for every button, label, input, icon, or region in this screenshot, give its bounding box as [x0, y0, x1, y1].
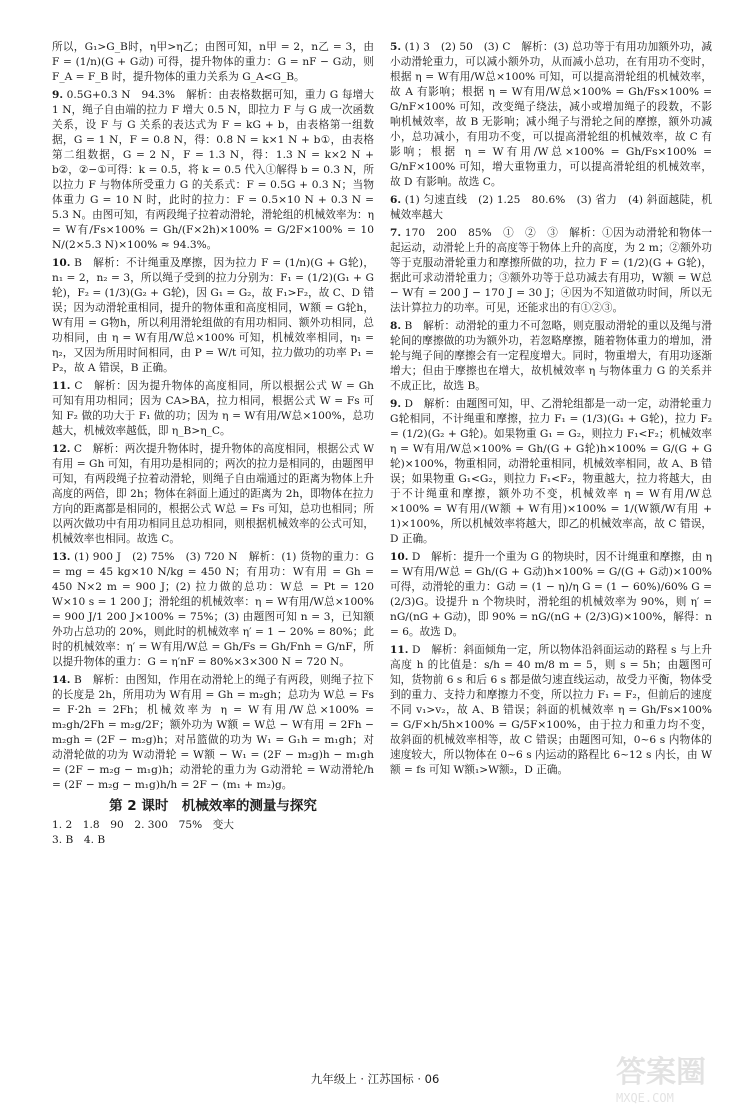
- answer-entry: [52, 88, 374, 253]
- answer-entry: [52, 256, 374, 376]
- entry-number: 11.: [390, 644, 409, 656]
- answer-entry: [52, 673, 374, 793]
- answer-entry: [390, 550, 712, 640]
- entry-text: B 解析：动滑轮的重力不可忽略，则克服动滑轮的重以及绳与滑轮间的摩擦做的功为额外功，若忽略摩擦，随着物体重力的增加，滑轮与绳子间的摩擦会有一定程度增大。同时，物重增大，有用功逐渐增大；但由于摩擦也在增大，故机械效率 η 与物体重力 G 的关系并不成正比，故选 B。: [390, 320, 712, 392]
- entry-text: C 解析：因为提升物体的高度相同，所以根据公式 W = Gh 可知有用功相同；因为 CA>BA，拉力相同，根据公式 W = Fs 可知 F₂ 做的功大于 F₁ 做的功；因为 η = W有用/W总×100%，总功越大，机械效率越低，即 η_B>η_C。: [52, 380, 374, 437]
- entry-text: (1) 匀速直线 (2) 1.25 80.6% (3) 省力 (4) 斜面越陡，机械效率越大: [390, 194, 712, 221]
- entry-number: 6.: [390, 194, 402, 206]
- answer-entry: [52, 40, 374, 85]
- answer-entry: [390, 643, 712, 778]
- entry-text: C 解析：两次提升物体时，提升物体的高度相同，根据公式 W有用 = Gh 可知，有用功是相同的；两次的拉力是相同的，由题图甲可知，有两段绳子拉着动滑轮，则绳子自由端通过的距离为物体上升高度的两倍，即 2h；物体在斜面上通过的距离为 2h，即物体在拉力方向的距离都是相同的，根据公式 W总 = Fs 可知，总功也相同；所以两次做功中有用功相同且总功相同，则根据机械效率的公式可知，机械效率也相同。故选 C。: [52, 443, 374, 545]
- answer-entry: [390, 40, 712, 190]
- watermark-url: MXQE.COM: [616, 1091, 674, 1105]
- entry-text: (1) 3 (2) 50 (3) C 解析：(3) 总功等于有用功加额外功，减小动滑轮重力，可以减小额外功，从而减小总功，在有用功不变时，根据 η = W有用/W总×100% 可知，可以提高滑轮组的机械效率，故 A 有影响；根据 η = W有用/W总×100% = Gh/Fs×100% = G/nF×100% 可知，改变绳子绕法，减小或增加绳子的段数，不影响机械效率，故 B 无影响；减小绳子与滑轮之间的摩擦，额外功减小，总功减小，有用功不变，可以提高滑轮组的机械效率，故 C 有影响；根据 η = W有用/W总×100% = Gh/Fs×100% = G/nF×100% 可知，增大重物重力，可以提高滑轮组的机械效率，故 D 有影响。故选 C。: [390, 41, 712, 188]
- entry-number: 9.: [390, 398, 402, 410]
- entry-number: 13.: [52, 551, 71, 563]
- entry-text: 0.5G+0.3 N 94.3% 解析：由表格数据可知，重力 G 每增大 1 N，绳子自由端的拉力 F 增大 0.5 N，即拉力 F 与 G 成一次函数关系，设 F 与 G 关系的表达式为 F = kG + b，由表格第一组数据，G = 1 N，F = 0.8 N，得：0.8 N = k×1 N + b①，由表格第二组数据，G = 2 N，F = 1.3 N，得：1.3 N = k×2 N + b②，②−①可得：k = 0.5，将 k = 0.5 代入①解得 b = 0.3 N，所以拉力 F 与物体所受重力 G 的关系式：F = 0.5G + 0.3 N；当物体重力 G = 10 N 时，此时的拉力：F = 0.5×10 N + 0.3 N = 5.3 N。由图可知，有两段绳子拉着动滑轮，滑轮组的机械效率为：η = W有/Fs×100% = Gh/(F×2h)×100% = G/2F×100% = 10 N/(2×5.3 N)×100% ≈ 94.3%。: [52, 89, 374, 251]
- answer-entry: [390, 397, 712, 547]
- entry-text: B 解析：不计绳重及摩擦，因为拉力 F = (1/n)(G + G轮)，n₁ = 2，n₂ = 3，所以绳子受到的拉力分别为：F₁ = (1/2)(G₁ + G轮)，F₂ = (1/3)(G₂ + G轮)，因 G₁ = G₂，故 F₁>F₂，故 C、D 错误；因为动滑轮重相同，提升的物体重和高度相同，W额 = G轮h，W有用 = G物h，所以利用滑轮组做的有用功相同、额外功相同，总功相同，由 η = W有用/W总×100% 可知，机械效率相同，η₁ = η₂，又因为所用时间相同，由 P = W/t 可知，拉力做功的功率 P₁ = P₂，故 A 错误，B 正确。: [52, 257, 374, 374]
- entry-text: 所以，G₁>G_B时，η甲>η乙；由图可知，n甲 = 2，n乙 = 3，由 F = (1/n)(G + G动) 可得，提升物体的重力：G = nF − G动，则 F_A = F_B 时，提升物体的重力关系为 G_A<G_B。: [52, 41, 374, 83]
- entry-text: 170 200 85% ① ② ③ 解析：①因为动滑轮和物体一起运动，动滑轮上升的高度等于物体上升的高度，为 2 m；②额外功等于克服动滑轮重力和摩擦所做的功，拉力 F = (1/2)(G + G轮)，据此可求动滑轮重力；③额外功等于总功减去有用功，W额 = W总 − W有 = 200 J − 170 J = 30 J；④因为不知道做功时间，所以无法计算拉力的功率。可见，还能求出的有①②③。: [390, 227, 712, 314]
- entry-text: D 解析：斜面倾角一定，所以物体沿斜面运动的路程 s 与上升高度 h 的比值是：s/h = 40 m/8 m = 5，则 s = 5h；由题图可知，货物前 6 s 和后 6 s 都是做匀速直线运动，故受力平衡，物体受到的重力、支持力和摩擦力不变，所以拉力 F₁ = F₂，但前后的速度不同 v₁>v₂，故 A、B 错误；斜面的机械效率 η = Gh/Fs×100% = G/F×h/5h×100% = G/5F×100%，由于拉力和重力均不变，故斜面的机械效率相等，故 C 错误；由题图可知，0~6 s 内物体的速度较大，所以物体在 0~6 s 内运动的路程比 6~12 s 内长，由 W额 = fs 可知 W额₁>W额₂，D 正确。: [390, 644, 712, 776]
- entry-number: 12.: [52, 443, 71, 455]
- entry-number: 11.: [52, 380, 71, 392]
- entry-text: (1) 900 J (2) 75% (3) 720 N 解析：(1) 货物的重力：G = mg = 45 kg×10 N/kg = 450 N；有用功：W有用 = Gh = 450 N×2 m = 900 J；(2) 拉力做的总功：W总 = Pt = 120 W×10 s = 1 200 J；滑轮组的机械效率：η = W有用/W总×100% = 900 J/1 200 J×100% = 75%；(3) 由题图可知 n = 3，已知额外功占总功的 20%，则此时的机械效率 η′ = 1 − 20% = 80%；此时的机械效率：η′ = W有用/W总 = Gh/Fs = Gh/Fnh = G/nF，所以提升物体的重力：G = η′nF = 80%×3×300 N = 720 N。: [52, 551, 374, 668]
- entry-text: D 解析：由题图可知，甲、乙滑轮组都是一动一定，动滑轮重力 G轮相同，不计绳重和摩擦，拉力 F₁ = (1/3)(G₁ + G轮)，拉力 F₂ = (1/2)(G₂ + G轮)。如果物重 G₁ = G₂，则拉力 F₁<F₂；机械效率 η = W有用/W总×100% = Gh/(G + G轮)h×100% = G/(G + G轮)×100%，物重相同，动滑轮重相同，机械效率相同，故 A、B 错误；如果物重 G₁<G₂，则拉力 F₁<F₂，物重越大，拉力将越大，由于不计绳重和摩擦，额外功不变，机械效率 η = W有用/W总×100% = W有用/(W额 + W有用)×100% = 1/(W额/W有用 + 1)×100%，所以机械效率将越大，即乙的机械效率高，故 C 错误，D 正确。: [390, 398, 712, 545]
- entry-number: 10.: [390, 551, 409, 563]
- answer-entry: [52, 379, 374, 439]
- answer-entry: [390, 319, 712, 394]
- watermark-logo: [616, 1047, 736, 1105]
- answer-entry: [52, 442, 374, 547]
- entry-number: 5.: [390, 41, 402, 53]
- short-answer-line: 1. 2 1.8 90 2. 300 75% 变大: [52, 819, 234, 831]
- left-column: [52, 40, 374, 848]
- entry-number: 9.: [52, 89, 64, 101]
- short-answer-line: 3. B 4. B: [52, 834, 106, 846]
- entry-text: B 解析：由图知，作用在动滑轮上的绳子有两段，则绳子拉下的长度是 2h，所用功为 W有用 = Gh = m₂gh；总功为 W总 = Fs = F·2h = 2Fh；机械效率为 η = W有用/W总×100% = m₂gh/2Fh = m₂g/2F；额外功为 W额 = W总 − W有用 = 2Fh − m₂gh = (2F − m₂g)h；对吊篮做的功为 W₁ = G₁h = m₁gh；对动滑轮做的功为 W动滑轮 = W额 − W₁ = (2F − m₂g)h − m₁gh = (2F − m₂g − m₁g)h；动滑轮的重力为 G动滑轮 = W动滑轮/h = (2F − m₂g − m₁g)h/h = 2F − (m₁ + m₂)g。: [52, 674, 374, 791]
- entry-number: 8.: [390, 320, 402, 332]
- watermark-text: 答案圈: [616, 1055, 706, 1090]
- page-footer: 九年级上 · 江苏国标 · 06: [310, 1072, 440, 1086]
- entry-text: D 解析：提升一个重为 G 的物块时，因不计绳重和摩擦，由 η = W有用/W总 = Gh/(G + G动)h×100% = G/(G + G动)×100% 可得，动滑轮的重力：G动 = (1 − η)/η G = (1 − 60%)/60% G = (2/3)G。设提升 n 个物块时，滑轮组的机械效率为 90%，则 η′ = nG/(nG + G动)，即 90% = nG/(nG + (2/3)G)×100%，解得：n = 6。故选 D。: [390, 551, 712, 638]
- entry-number: 14.: [52, 674, 71, 686]
- entry-number: 10.: [52, 257, 71, 269]
- entry-number: 7.: [390, 227, 402, 239]
- answer-entry: [52, 550, 374, 670]
- answer-entry: [390, 226, 712, 316]
- section-title: 第 2 课时 机械效率的测量与探究: [109, 798, 317, 814]
- right-column: [390, 40, 712, 781]
- answer-entry: [390, 193, 712, 223]
